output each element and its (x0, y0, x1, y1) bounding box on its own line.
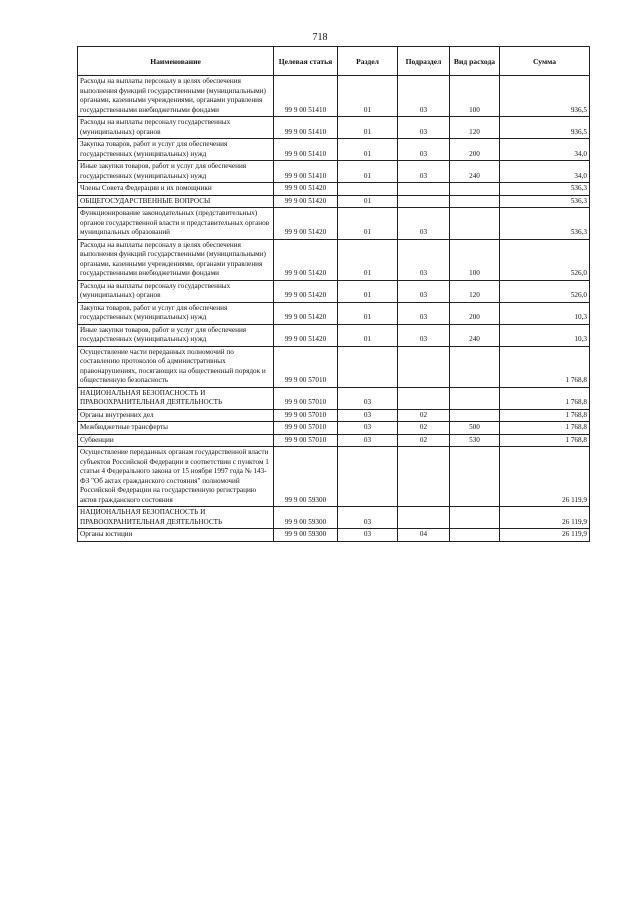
cell-sum: 536,3 (500, 195, 590, 208)
cell-name: Закупка товаров, работ и услуг для обеспечения государственных (муниципальных) нужд (78, 139, 274, 161)
table-row (78, 387, 590, 409)
cell-subsection: 03 (398, 117, 450, 139)
cell-name: Иные закупки товаров, работ и услуг для обеспечения государственных (муниципальных) нужд (78, 324, 274, 346)
cell-name: Расходы на выплаты персоналу государственных (муниципальных) органов (78, 280, 274, 302)
page-number: 718 (312, 32, 328, 43)
cell-section: 01 (338, 76, 398, 117)
cell-target-article: 99 9 00 51410 (274, 117, 338, 139)
cell-sum: 26 119,9 (500, 447, 590, 507)
cell-section: 01 (338, 324, 398, 346)
cell-subsection: 03 (398, 139, 450, 161)
cell-expense-type (450, 208, 500, 240)
cell-target-article: 99 9 00 57010 (274, 434, 338, 447)
cell-expense-type: 100 (450, 239, 500, 280)
cell-sum: 26 119,9 (500, 529, 590, 542)
cell-expense-type: 240 (450, 324, 500, 346)
cell-name: Осуществление части переданных полномочий по составлению протоколов об административных правонарушениях, посягающих на общественный порядок и общественную безопасность (78, 346, 274, 387)
cell-sum: 1 768,8 (500, 387, 590, 409)
cell-section (338, 447, 398, 507)
table-row (78, 280, 590, 302)
cell-name: Расходы на выплаты персоналу в целях обеспечения выполнения функций государственными (муниципальными) органами, казенными учреждениями, органами управления государственными внебюджетными фондами (78, 76, 274, 117)
cell-name: НАЦИОНАЛЬНАЯ БЕЗОПАСНОСТЬ И ПРАВООХРАНИТЕЛЬНАЯ ДЕЯТЕЛЬНОСТЬ (78, 387, 274, 409)
cell-expense-type (450, 409, 500, 422)
cell-target-article: 99 9 00 51420 (274, 183, 338, 196)
header-expense-type: Вид расхода (450, 47, 500, 76)
cell-target-article: 99 9 00 59300 (274, 447, 338, 507)
cell-expense-type (450, 195, 500, 208)
header-name: Наименование (78, 47, 274, 76)
cell-name: Органы внутренних дел (78, 409, 274, 422)
cell-section: 01 (338, 302, 398, 324)
cell-section: 01 (338, 117, 398, 139)
cell-sum: 1 768,8 (500, 346, 590, 387)
table-row (78, 324, 590, 346)
cell-section (338, 346, 398, 387)
cell-sum: 1 768,8 (500, 409, 590, 422)
cell-expense-type: 200 (450, 302, 500, 324)
table-row (78, 529, 590, 542)
table-row (78, 409, 590, 422)
header-section: Раздел (338, 47, 398, 76)
cell-section: 03 (338, 434, 398, 447)
cell-expense-type: 120 (450, 280, 500, 302)
cell-expense-type (450, 346, 500, 387)
cell-sum: 536,3 (500, 208, 590, 240)
cell-target-article: 99 9 00 59300 (274, 507, 338, 529)
header-target-article: Целевая статья (274, 47, 338, 76)
cell-subsection: 03 (398, 280, 450, 302)
cell-expense-type: 530 (450, 434, 500, 447)
cell-subsection (398, 387, 450, 409)
table-row (78, 434, 590, 447)
cell-sum: 34,0 (500, 161, 590, 183)
table-row (78, 76, 590, 117)
cell-name: НАЦИОНАЛЬНАЯ БЕЗОПАСНОСТЬ И ПРАВООХРАНИТЕЛЬНАЯ ДЕЯТЕЛЬНОСТЬ (78, 507, 274, 529)
cell-sum: 526,0 (500, 239, 590, 280)
cell-name: Иные закупки товаров, работ и услуг для обеспечения государственных (муниципальных) нужд (78, 161, 274, 183)
cell-subsection: 03 (398, 76, 450, 117)
cell-name: Закупка товаров, работ и услуг для обеспечения государственных (муниципальных) нужд (78, 302, 274, 324)
cell-target-article: 99 9 00 57010 (274, 387, 338, 409)
cell-target-article: 99 9 00 51420 (274, 302, 338, 324)
cell-sum: 34,0 (500, 139, 590, 161)
table-header-row (78, 47, 590, 76)
cell-name: Функционирование законодательных (представительных) органов государственной власти и представительных органов муниципальных образований (78, 208, 274, 240)
cell-sum: 936,5 (500, 76, 590, 117)
cell-sum: 936,5 (500, 117, 590, 139)
cell-expense-type (450, 507, 500, 529)
cell-name: Субвенции (78, 434, 274, 447)
table-row (78, 161, 590, 183)
cell-section: 03 (338, 387, 398, 409)
cell-target-article: 99 9 00 57010 (274, 409, 338, 422)
cell-name: Члены Совета Федерации и их помощники (78, 183, 274, 196)
cell-expense-type (450, 387, 500, 409)
cell-subsection (398, 447, 450, 507)
cell-sum: 536,3 (500, 183, 590, 196)
cell-expense-type: 100 (450, 76, 500, 117)
table-row (78, 195, 590, 208)
cell-section: 01 (338, 161, 398, 183)
cell-subsection: 03 (398, 239, 450, 280)
cell-expense-type: 500 (450, 422, 500, 435)
cell-subsection: 04 (398, 529, 450, 542)
table-row (78, 447, 590, 507)
cell-section: 01 (338, 280, 398, 302)
cell-target-article: 99 9 00 51420 (274, 280, 338, 302)
cell-expense-type (450, 529, 500, 542)
cell-sum: 526,0 (500, 280, 590, 302)
cell-expense-type: 120 (450, 117, 500, 139)
budget-table (77, 46, 590, 542)
cell-name: Межбюджетные трансферты (78, 422, 274, 435)
cell-section: 01 (338, 239, 398, 280)
cell-subsection: 03 (398, 324, 450, 346)
cell-sum: 10,3 (500, 324, 590, 346)
cell-section (338, 183, 398, 196)
cell-target-article: 99 9 00 51420 (274, 324, 338, 346)
cell-section: 03 (338, 507, 398, 529)
table-row (78, 302, 590, 324)
cell-name: ОБЩЕГОСУДАРСТВЕННЫЕ ВОПРОСЫ (78, 195, 274, 208)
cell-expense-type (450, 183, 500, 196)
cell-target-article: 99 9 00 51420 (274, 195, 338, 208)
cell-sum: 1 768,8 (500, 434, 590, 447)
cell-section: 03 (338, 409, 398, 422)
header-sum: Сумма (500, 47, 590, 76)
cell-expense-type: 240 (450, 161, 500, 183)
cell-target-article: 99 9 00 57010 (274, 346, 338, 387)
cell-subsection (398, 346, 450, 387)
table-row (78, 507, 590, 529)
cell-target-article: 99 9 00 59300 (274, 529, 338, 542)
cell-section: 03 (338, 529, 398, 542)
cell-section: 01 (338, 195, 398, 208)
table-row (78, 239, 590, 280)
cell-target-article: 99 9 00 51410 (274, 161, 338, 183)
cell-subsection: 02 (398, 434, 450, 447)
table-row (78, 208, 590, 240)
cell-section: 01 (338, 139, 398, 161)
cell-name: Расходы на выплаты персоналу в целях обеспечения выполнения функций государственными (муниципальными) органами, казенными учреждениями, органами управления государственными внебюджетными фондами (78, 239, 274, 280)
cell-expense-type: 200 (450, 139, 500, 161)
cell-sum: 1 768,8 (500, 422, 590, 435)
cell-subsection: 03 (398, 161, 450, 183)
table-row (78, 422, 590, 435)
cell-subsection (398, 195, 450, 208)
cell-target-article: 99 9 00 51410 (274, 76, 338, 117)
cell-name: Осуществление переданных органам государственной власти субъектов Российской Федерации в соответствии с пунктом 1 статьи 4 Федерального закона от 15 ноября 1997 года № 143-ФЗ "Об актах гражданского состояния" полномочий Российской Федерации на государственную регистрацию актов гражданского состояния (78, 447, 274, 507)
cell-subsection (398, 507, 450, 529)
table-row (78, 346, 590, 387)
cell-subsection: 03 (398, 302, 450, 324)
table-body (78, 76, 590, 542)
cell-target-article: 99 9 00 51410 (274, 139, 338, 161)
cell-expense-type (450, 447, 500, 507)
table-row (78, 139, 590, 161)
table-row (78, 117, 590, 139)
table-row (78, 183, 590, 196)
cell-name: Органы юстиции (78, 529, 274, 542)
cell-subsection: 02 (398, 409, 450, 422)
cell-section: 01 (338, 208, 398, 240)
cell-subsection: 02 (398, 422, 450, 435)
cell-target-article: 99 9 00 57010 (274, 422, 338, 435)
cell-sum: 26 119,9 (500, 507, 590, 529)
cell-name: Расходы на выплаты персоналу государственных (муниципальных) органов (78, 117, 274, 139)
cell-section: 03 (338, 422, 398, 435)
cell-subsection (398, 183, 450, 196)
cell-sum: 10,3 (500, 302, 590, 324)
cell-subsection: 03 (398, 208, 450, 240)
cell-target-article: 99 9 00 51420 (274, 208, 338, 240)
cell-target-article: 99 9 00 51420 (274, 239, 338, 280)
header-subsection: Подраздел (398, 47, 450, 76)
